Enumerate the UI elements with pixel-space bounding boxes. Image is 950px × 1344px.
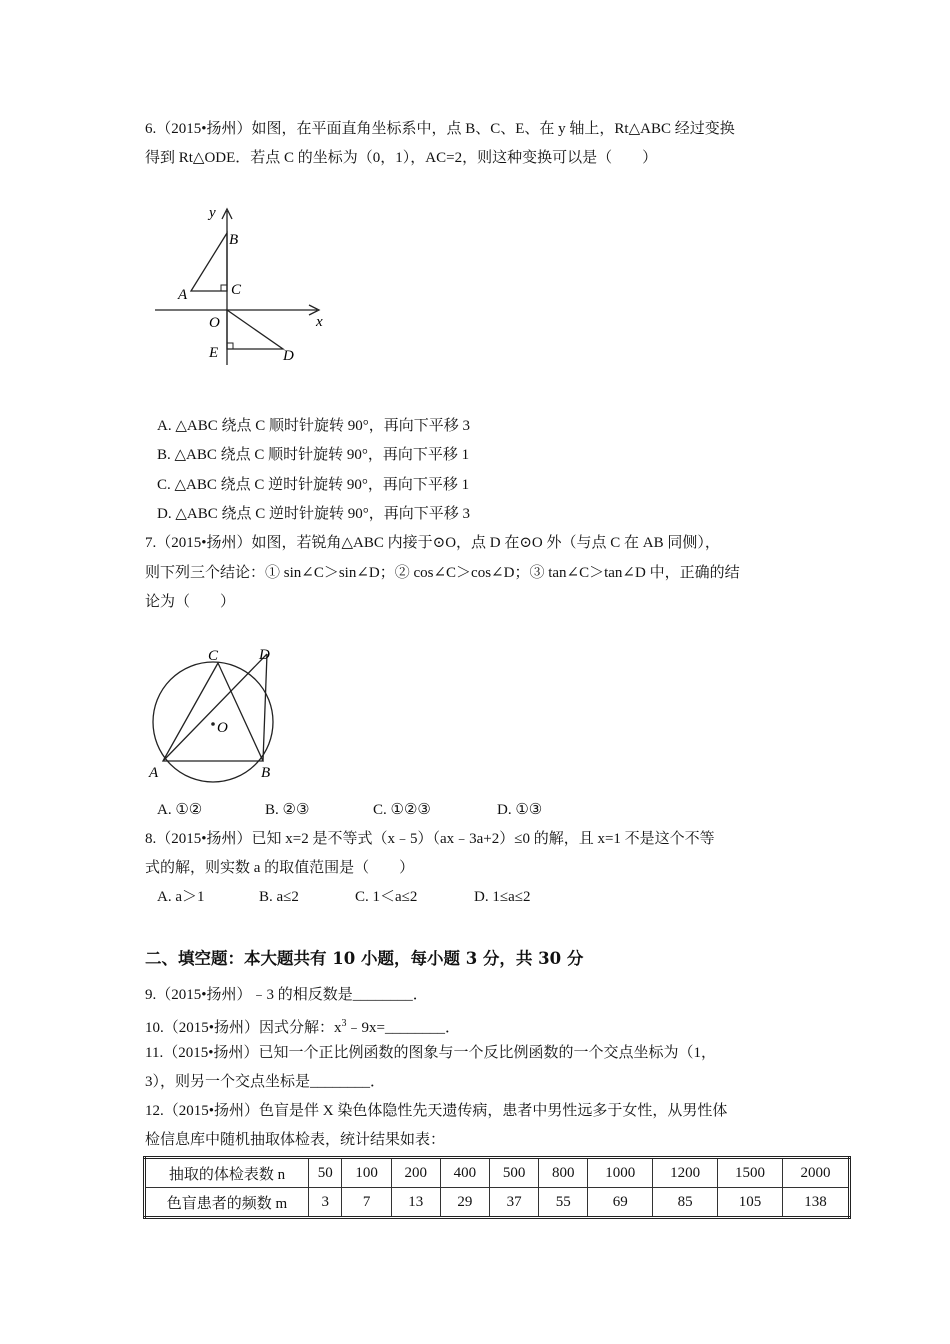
table-cell: 29 bbox=[440, 1188, 489, 1218]
table-cell: 55 bbox=[539, 1188, 588, 1218]
table-cell: 1000 bbox=[588, 1158, 653, 1188]
q6-figure bbox=[145, 195, 345, 375]
q7-label-o: O bbox=[217, 720, 228, 736]
table-cell: 3 bbox=[309, 1188, 342, 1218]
q6-stem-line1: 6.（2015•扬州）如图，在平面直角坐标系中，点 B、C、E、在 y 轴上，Rt△ABC 经过变换 bbox=[145, 121, 735, 137]
q8-stem-line1: 8.（2015•扬州）已知 x=2 是不等式（x﹣5）（ax﹣3a+2）≤0 的解，且 x=1 不是这个不等 bbox=[145, 831, 715, 847]
table-cell: 85 bbox=[653, 1188, 718, 1218]
q11-stem-line1: 11.（2015•扬州）已知一个正比例函数的图象与一个反比例函数的一个交点坐标为（1， bbox=[145, 1045, 716, 1061]
table-cell: 13 bbox=[391, 1188, 440, 1218]
q7-label-a: A bbox=[149, 765, 159, 781]
q8-option-d: D. 1≤a≤2 bbox=[474, 889, 531, 905]
q6-label-a: A bbox=[178, 287, 188, 303]
q6-option-a: A. △ABC 绕点 C 顺时针旋转 90°，再向下平移 3 bbox=[157, 418, 470, 434]
table-row-n-label: 抽取的体检表数 n bbox=[145, 1158, 309, 1188]
q9-text: 9.（2015•扬州）﹣3 的相反数是________． bbox=[145, 987, 428, 1003]
table-cell: 1500 bbox=[718, 1158, 783, 1188]
q12-stem-line2: 检信息库中随机抽取体检表，统计结果如表： bbox=[145, 1132, 446, 1148]
q10-text-post: ﹣9x=________． bbox=[346, 1020, 460, 1036]
q7-option-d: D. ①③ bbox=[497, 802, 543, 818]
table-cell: 100 bbox=[342, 1158, 391, 1188]
q7-option-b: B. ②③ bbox=[265, 802, 310, 818]
table-cell: 800 bbox=[539, 1158, 588, 1188]
q6-stem-line2: 得到 Rt△ODE．若点 C 的坐标为（0，1），AC=2，则这种变换可以是（ ） bbox=[145, 150, 658, 166]
q6-label-c: C bbox=[231, 282, 242, 298]
q8-option-a: A. a＞1 bbox=[157, 889, 205, 905]
q10-text bbox=[145, 1014, 460, 1038]
table-row-m bbox=[145, 1188, 850, 1218]
q6-label-d: D bbox=[283, 348, 294, 364]
table-row-n bbox=[145, 1158, 850, 1188]
q7-center-dot bbox=[211, 722, 215, 726]
q6-label-o: O bbox=[209, 315, 220, 331]
table-cell: 37 bbox=[490, 1188, 539, 1218]
q7-stem-line3: 论为（ ） bbox=[145, 594, 236, 610]
table-cell: 7 bbox=[342, 1188, 391, 1218]
q6-triangle-abc bbox=[191, 233, 227, 291]
q7-stem-line1: 7.（2015•扬州）如图，若锐角△ABC 内接于⊙O，点 D 在⊙O 外（与点 C 在 AB 同侧）， bbox=[145, 535, 720, 551]
table-cell: 1200 bbox=[653, 1158, 718, 1188]
q8-option-b: B. a≤2 bbox=[259, 889, 299, 905]
q10-text-pre: 10.（2015•扬州）因式分解：x bbox=[145, 1020, 342, 1036]
q8-option-c: C. 1＜a≤2 bbox=[355, 889, 418, 905]
q7-segment-ad bbox=[163, 654, 267, 761]
q8-stem-line2: 式的解，则实数 a 的取值范围是（ ） bbox=[145, 860, 415, 876]
q6-label-e: E bbox=[209, 345, 219, 361]
table-cell: 2000 bbox=[782, 1158, 849, 1188]
q7-label-b: B bbox=[261, 765, 271, 781]
q6-option-d: D. △ABC 绕点 C 逆时针旋转 90°，再向下平移 3 bbox=[157, 506, 470, 522]
q6-right-angle-e bbox=[227, 343, 233, 349]
table-cell: 400 bbox=[440, 1158, 489, 1188]
q6-label-y: y bbox=[209, 205, 216, 221]
q7-label-c: C bbox=[208, 648, 219, 664]
q6-option-b: B. △ABC 绕点 C 顺时针旋转 90°，再向下平移 1 bbox=[157, 447, 470, 463]
q10-exponent: 3 bbox=[341, 1018, 347, 1029]
table-row-m-label: 色盲患者的频数 m bbox=[145, 1188, 309, 1218]
q6-triangle-ode bbox=[227, 310, 283, 349]
table-cell: 500 bbox=[490, 1158, 539, 1188]
table-cell: 105 bbox=[718, 1188, 783, 1218]
q12-stem-line1: 12.（2015•扬州）色盲是伴 X 染色体隐性先天遗传病，患者中男性远多于女性，从男性体 bbox=[145, 1103, 728, 1119]
q6-right-angle-c bbox=[221, 285, 227, 291]
q12-stats-table bbox=[143, 1156, 851, 1219]
q6-option-c: C. △ABC 绕点 C 逆时针旋转 90°，再向下平移 1 bbox=[157, 477, 470, 493]
q7-circle-o bbox=[153, 662, 273, 782]
table-cell: 138 bbox=[782, 1188, 849, 1218]
section-2-title: 二、填空题：本大题共有 10 小题，每小题 3 分，共 30 分 bbox=[145, 949, 584, 968]
q7-option-a: A. ①② bbox=[157, 802, 203, 818]
q11-stem-line2: 3），则另一个交点坐标是________． bbox=[145, 1074, 386, 1090]
q7-figure bbox=[145, 640, 295, 785]
table-cell: 200 bbox=[391, 1158, 440, 1188]
q7-label-d: D bbox=[259, 647, 270, 663]
q7-stem-line2: 则下列三个结论：① sin∠C＞sin∠D；② cos∠C＞cos∠D；③ tan∠C＞tan∠D 中，正确的结 bbox=[145, 565, 740, 581]
q6-label-x: x bbox=[316, 314, 323, 330]
q7-option-c: C. ①②③ bbox=[373, 802, 431, 818]
table-cell: 69 bbox=[588, 1188, 653, 1218]
table-cell: 50 bbox=[309, 1158, 342, 1188]
q7-segment-bd bbox=[263, 654, 267, 761]
q6-label-b: B bbox=[229, 232, 239, 248]
